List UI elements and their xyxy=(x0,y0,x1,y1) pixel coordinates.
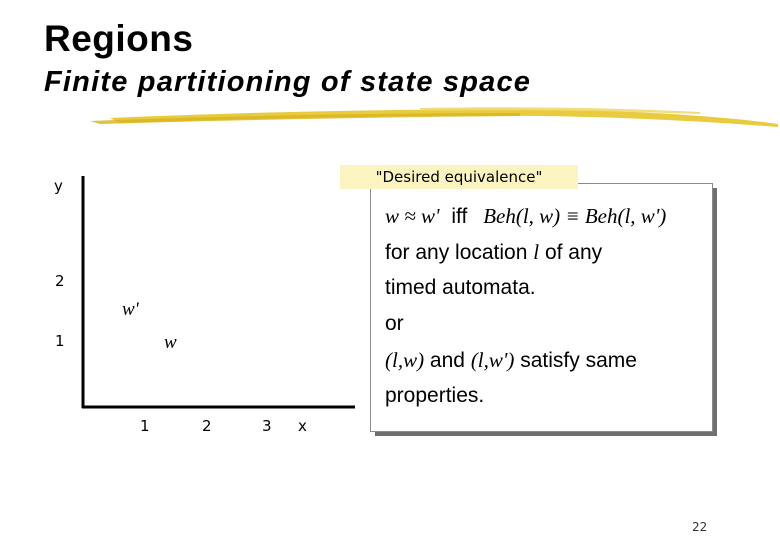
definition-line-5 xyxy=(385,348,637,373)
page-number: 22 xyxy=(692,520,708,534)
slide-subtitle: Finite partitioning of state space xyxy=(44,66,532,98)
line5-text: satisfy same xyxy=(520,349,637,372)
slide-title: Regions xyxy=(44,18,194,59)
point-w: w xyxy=(164,332,177,353)
desired-equivalence-tag: "Desired equivalence" xyxy=(340,165,578,189)
iff-text: iff xyxy=(451,205,468,228)
location-symbol: l xyxy=(533,240,540,264)
y-axis-label: y xyxy=(54,177,63,195)
definition-line-2 xyxy=(385,240,602,265)
line2-text-b: of any xyxy=(544,241,603,264)
definition-line-3: timed automata. xyxy=(385,276,536,299)
formula-equivalence: w ≈ w' xyxy=(385,204,440,228)
x-axis-label: x xyxy=(298,417,307,435)
point-w-prime: w' xyxy=(122,299,139,320)
definition-line-4: or xyxy=(385,312,404,335)
and-text: and xyxy=(429,349,465,372)
x-tick-label: 1 xyxy=(140,417,150,435)
y-tick-label: 2 xyxy=(55,272,65,290)
line2-text-a: for any location xyxy=(385,241,528,264)
x-tick-label: 2 xyxy=(202,417,212,435)
x-tick-label: 3 xyxy=(262,417,272,435)
y-tick-label: 1 xyxy=(55,332,65,350)
state-pair-w: (l,w) xyxy=(385,348,425,372)
definition-line-6: properties. xyxy=(385,384,485,407)
definition-line-1 xyxy=(385,204,666,229)
formula-behaviour: Beh(l, w) ≡ Beh(l, w') xyxy=(483,204,667,228)
state-pair-w-prime: (l,w') xyxy=(470,348,515,372)
